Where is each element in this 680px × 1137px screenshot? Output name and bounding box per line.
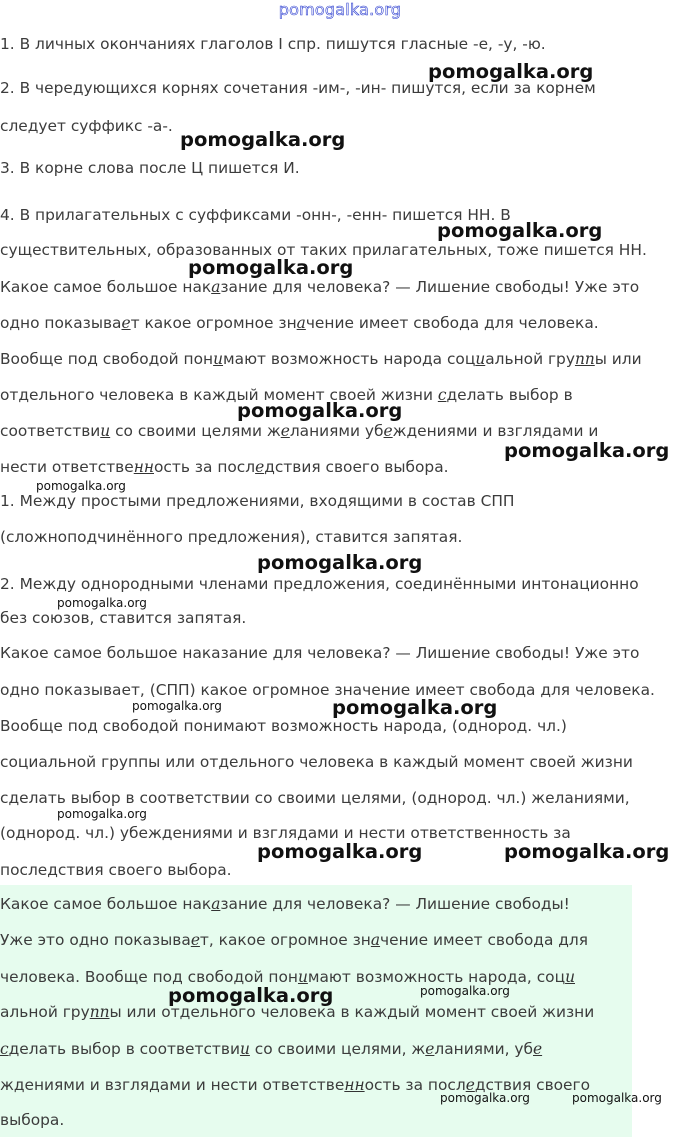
inserted-letter: е: [190, 931, 200, 949]
watermark: pomogalka.org: [132, 699, 222, 713]
analysis-line: (однород. чл.) убеждениями и взглядами и нести ответственность за: [0, 824, 571, 842]
text-line: [0, 277, 639, 297]
text-segment: зание для человека? — Лишение свободы!: [220, 895, 570, 913]
text-segment: альной гру: [485, 350, 575, 368]
rule-line: следует суффикс -а-.: [0, 117, 173, 135]
watermark: pomogalka.org: [57, 596, 147, 610]
text-segment: нести ответстве: [0, 458, 134, 476]
rule-line: 2. В чередующихся корнях сочетания -им-, -ин- пишутся, если за корнем: [0, 79, 596, 97]
analysis-line: Вообще под свободой понимают возможность народа, (однород. чл.): [0, 717, 567, 735]
answer-line: [0, 1039, 542, 1059]
text-segment: Какое самое большое нак: [0, 895, 212, 913]
text-segment: одно показыва: [0, 314, 122, 332]
inserted-letter: и: [565, 968, 575, 986]
text-segment: ждениями и взглядами и нести ответстве: [0, 1076, 345, 1094]
watermark: pomogalka.org: [257, 551, 423, 574]
inserted-letter: е: [533, 1040, 543, 1058]
text-segment: дствия своего: [474, 1076, 591, 1094]
watermark: pomogalka.org: [504, 840, 670, 863]
answer-line: [0, 1110, 64, 1130]
text-segment: отдельного человека в каждый момент своей жизни: [0, 386, 438, 404]
inserted-letter: е: [383, 422, 393, 440]
watermark: pomogalka.org: [437, 219, 603, 242]
inserted-letter: и: [239, 1040, 250, 1058]
inserted-letter: е: [425, 1040, 435, 1058]
inserted-letter: с: [437, 386, 447, 404]
rule-line: 4. В прилагательных с суффиксами -онн-, -енн- пишется НН. В: [0, 206, 511, 224]
text-segment: альной гру: [0, 1003, 90, 1021]
text-segment: ость за посл: [364, 1076, 466, 1094]
watermark: pomogalka.org: [188, 256, 354, 279]
analysis-line: социальной группы или отдельного человека в каждый момент своей жизни: [0, 753, 633, 771]
text-segment: Вообще под свободой пон: [0, 350, 214, 368]
text-line: [0, 313, 599, 333]
answer-line: [0, 930, 588, 950]
text-segment: делать выбор в соответстви: [8, 1040, 240, 1058]
watermark: pomogalka.org: [440, 1091, 530, 1105]
text-segment: т какое огромное зн: [130, 314, 297, 332]
site-logo: pomogalka.org: [278, 0, 402, 19]
text-segment: со своими целями ж: [110, 422, 281, 440]
watermark: pomogalka.org: [572, 1091, 662, 1105]
text-segment: выбора.: [0, 1111, 65, 1129]
text-segment: Какое самое большое нак: [0, 278, 212, 296]
text-line: [0, 421, 598, 441]
inserted-letter: нн: [344, 1076, 365, 1094]
analysis-line: (сложноподчинённого предложения), ставится запятая.: [0, 528, 463, 546]
text-segment: ланиями, уб: [434, 1040, 533, 1058]
text-segment: ланиями уб: [289, 422, 384, 440]
text-segment: ы или: [594, 350, 642, 368]
analysis-line: последствия своего выбора.: [0, 861, 232, 879]
watermark: pomogalka.org: [36, 479, 126, 493]
analysis-line: 1. Между простыми предложениями, входящими в состав СПП: [0, 492, 515, 510]
text-segment: делать выбор в: [446, 386, 573, 404]
inserted-letter: нн: [133, 458, 154, 476]
text-segment: зание для человека? — Лишение свободы! Уже это: [220, 278, 640, 296]
analysis-line: без союзов, ставится запятая.: [0, 609, 247, 627]
inserted-letter: и: [475, 350, 486, 368]
answer-line: [0, 894, 570, 914]
inserted-letter: е: [280, 422, 290, 440]
analysis-line: 2. Между однородными членами предложения, соединёнными интонационно: [0, 575, 639, 593]
watermark: pomogalka.org: [168, 984, 334, 1007]
inserted-letter: е: [121, 314, 131, 332]
rule-line: 3. В корне слова после Ц пишется И.: [0, 159, 300, 177]
site-header: [0, 0, 680, 26]
text-segment: ждениями и взглядами и: [392, 422, 599, 440]
text-segment: т, какое огромное зн: [199, 931, 371, 949]
inserted-letter: е: [255, 458, 265, 476]
inserted-letter: пп: [574, 350, 595, 368]
watermark: pomogalka.org: [504, 439, 670, 462]
text-segment: человека. Вообще под свободой пон: [0, 968, 298, 986]
analysis-line: одно показывает, (СПП) какое огромное значение имеет свобода для человека.: [0, 681, 655, 699]
inserted-letter: пп: [89, 1003, 110, 1021]
text-segment: ы или отдельного человека в каждый момент своей жизни: [109, 1003, 595, 1021]
inserted-letter: с: [0, 1040, 9, 1058]
inserted-letter: а: [211, 895, 221, 913]
text-segment: со своими целями, ж: [249, 1040, 426, 1058]
text-segment: соответстви: [0, 422, 101, 440]
watermark: pomogalka.org: [180, 128, 346, 151]
text-segment: мают возможность народа соц: [223, 350, 476, 368]
watermark: pomogalka.org: [428, 60, 594, 83]
text-segment: мают возможность народа, соц: [307, 968, 566, 986]
watermark: pomogalka.org: [332, 696, 498, 719]
inserted-letter: и: [100, 422, 111, 440]
inserted-letter: а: [296, 314, 306, 332]
rule-line: 1. В личных окончаниях глаголов I спр. пишутся гласные -е, -у, -ю.: [0, 35, 546, 53]
watermark: pomogalka.org: [57, 807, 147, 821]
inserted-letter: а: [370, 931, 381, 949]
inserted-letter: е: [465, 1076, 475, 1094]
text-line: [0, 349, 642, 369]
text-segment: чение имеет свобода для человека.: [305, 314, 599, 332]
analysis-line: Какое самое большое наказание для человека? — Лишение свободы! Уже это: [0, 644, 640, 662]
text-line: [0, 457, 449, 477]
watermark: pomogalka.org: [257, 840, 423, 863]
watermark: pomogalka.org: [237, 399, 403, 422]
inserted-letter: и: [297, 968, 308, 986]
rule-line: существительных, образованных от таких прилагательных, тоже пишется НН.: [0, 241, 647, 259]
text-segment: чение имеет свобода для: [380, 931, 589, 949]
inserted-letter: а: [211, 278, 221, 296]
text-segment: ость за посл: [154, 458, 256, 476]
text-segment: Уже это одно показыва: [0, 931, 191, 949]
analysis-line: сделать выбор в соответствии со своими целями, (однород. чл.) желаниями,: [0, 789, 630, 807]
text-segment: дствия своего выбора.: [264, 458, 449, 476]
inserted-letter: и: [213, 350, 224, 368]
watermark: pomogalka.org: [420, 984, 510, 998]
